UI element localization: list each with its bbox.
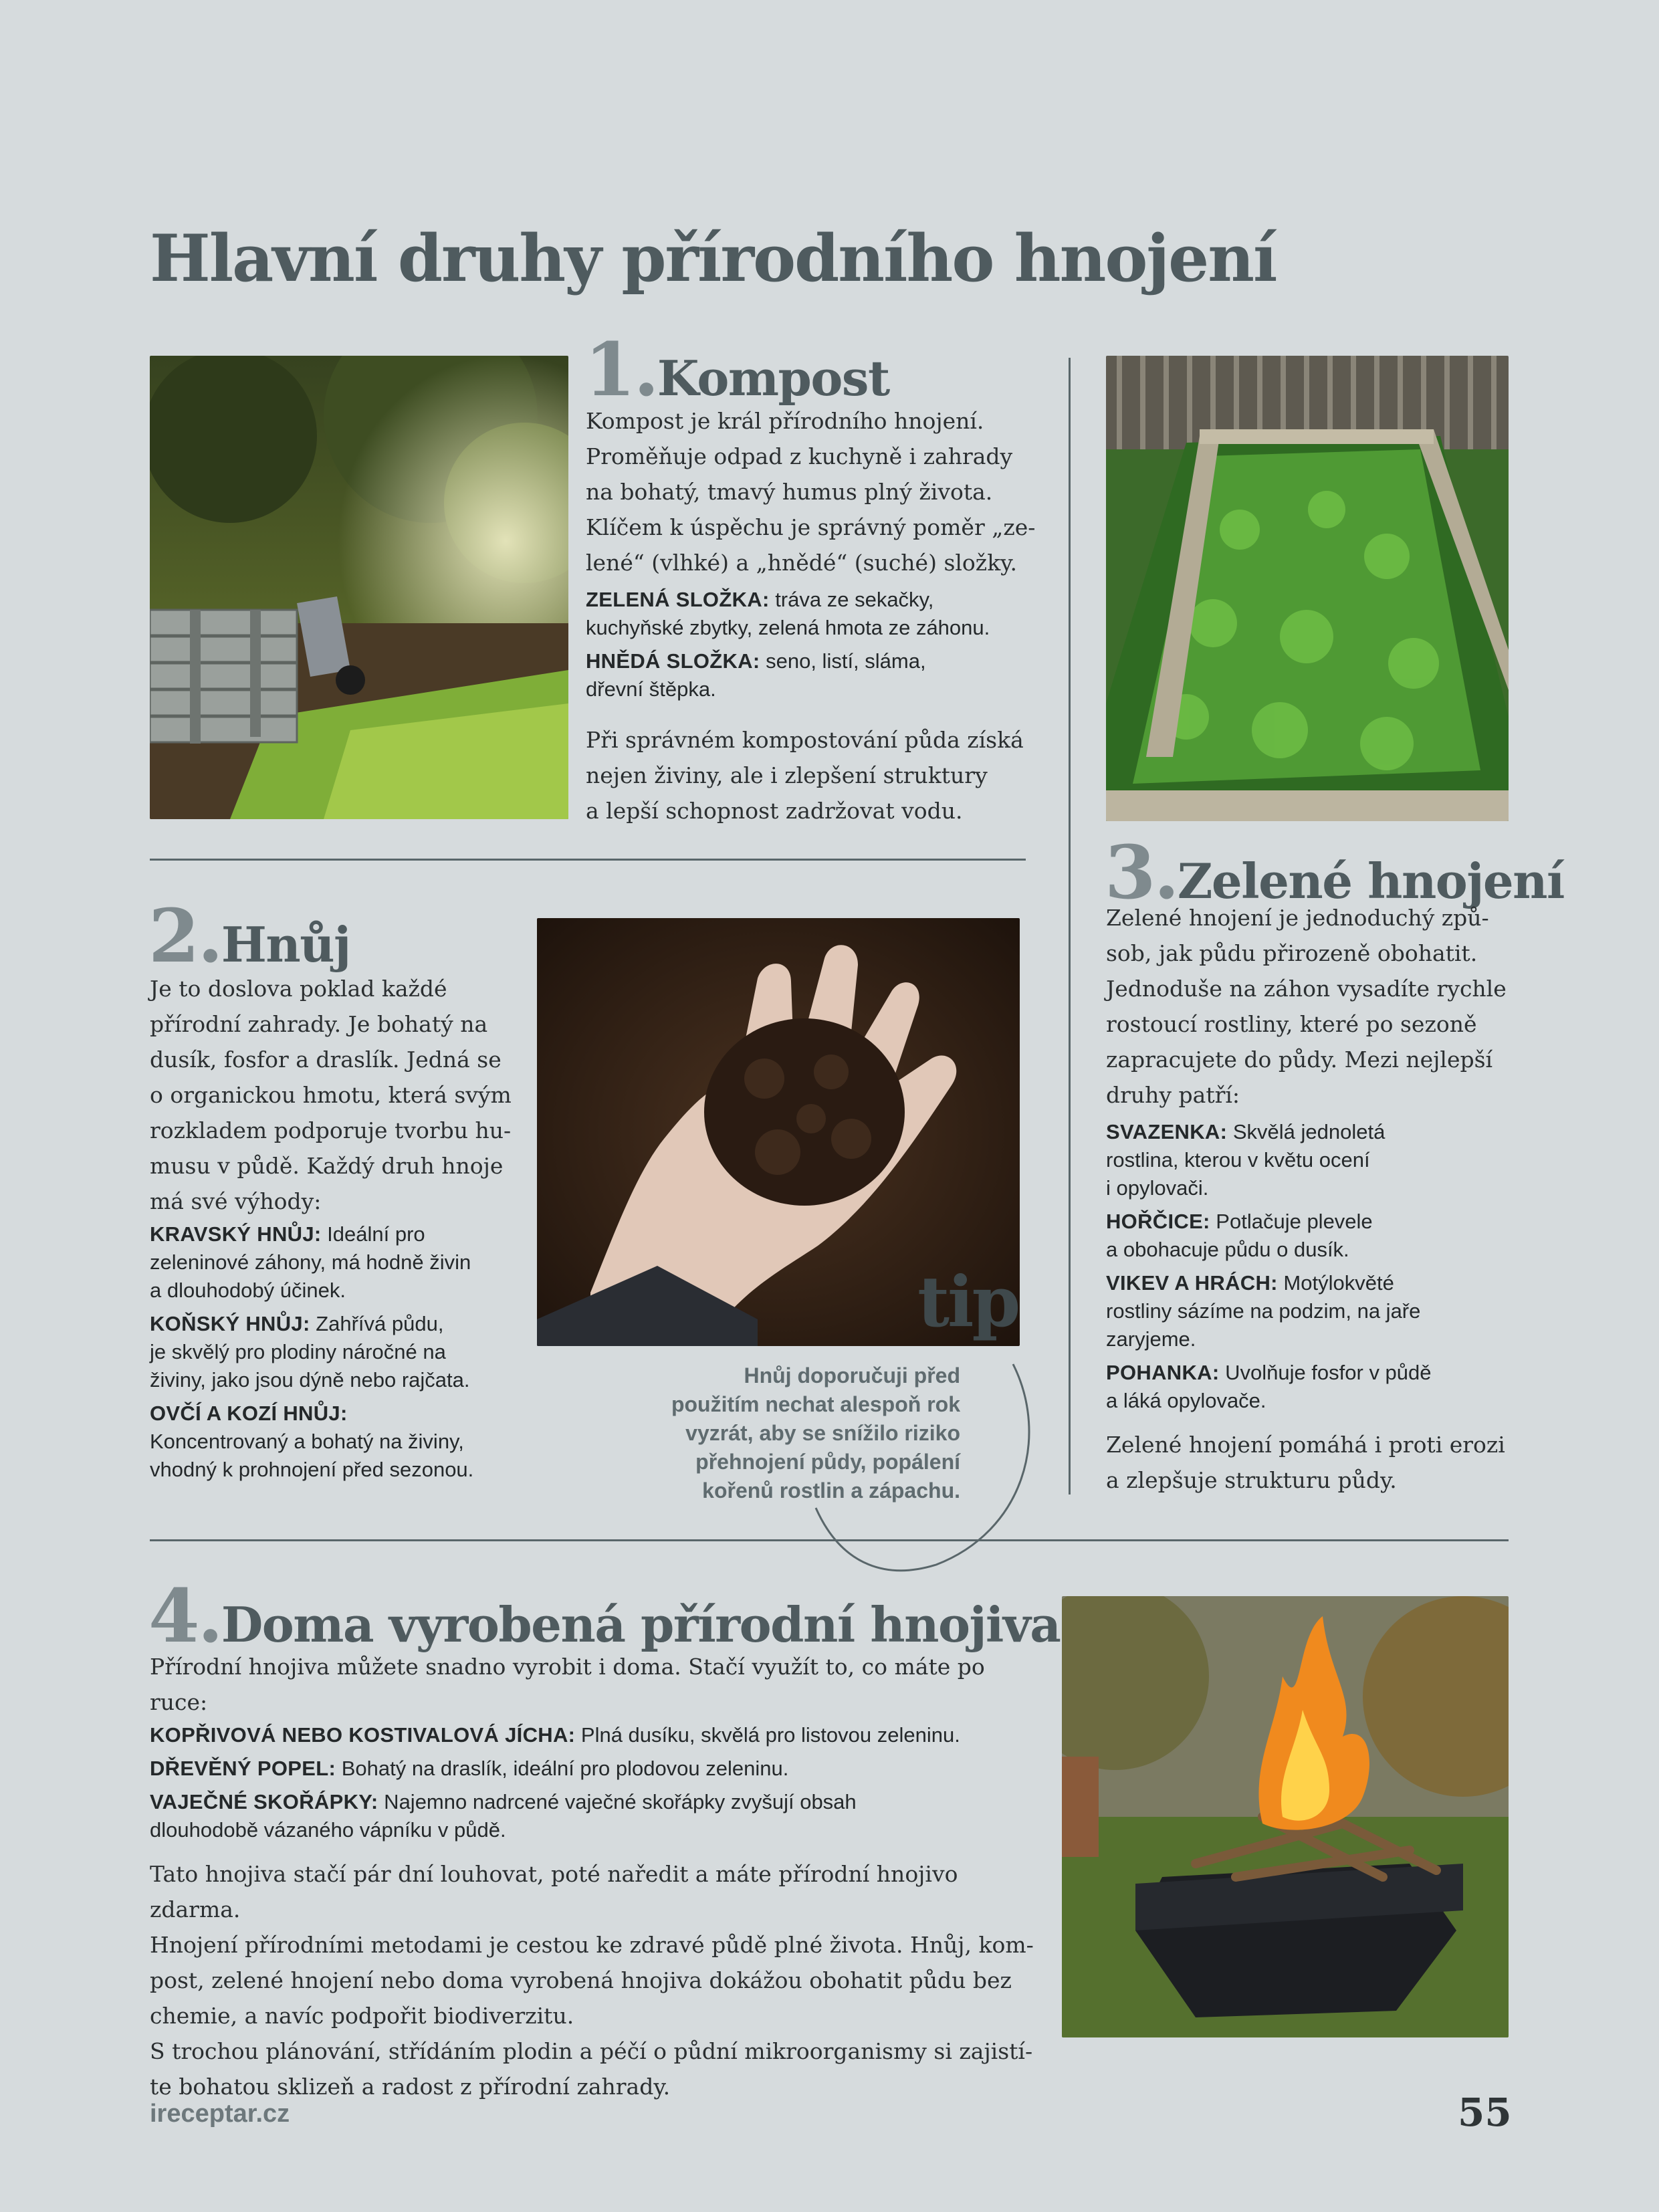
section-heading-doma	[148, 1573, 1060, 1659]
fire-pit-photo	[1062, 1596, 1509, 2037]
item-text: a dlouhodobý účinek.	[150, 1279, 346, 1302]
hnuj-text	[150, 971, 538, 1488]
paragraph-line: Hnojení přírodními metodami je cestou ke zdravé půdě plné života. Hnůj, kom-	[150, 1932, 1034, 1958]
item-term: VAJEČNÉ SKOŘÁPKY:	[150, 1790, 378, 1813]
item-term: OVČÍ A KOZÍ HNŮJ:	[150, 1402, 348, 1425]
kompost-text	[586, 403, 1040, 828]
definition-item	[150, 1788, 1046, 1844]
paragraph-line: Klíčem k úspěchu je správný poměr „ze-	[586, 514, 1036, 540]
definition-item	[1106, 1269, 1514, 1353]
definition-item	[1106, 1359, 1514, 1415]
item-text: Uvolňuje fosfor v půdě	[1219, 1361, 1432, 1384]
item-term: KOŇSKÝ HNŮJ:	[150, 1312, 310, 1335]
tip-text	[588, 1361, 960, 1505]
item-text: zaryjeme.	[1106, 1327, 1196, 1351]
definition-item	[150, 1310, 538, 1394]
item-term: DŘEVĚNÝ POPEL:	[150, 1757, 336, 1780]
paragraph-line: musu v půdě. Každý druh hnoje	[150, 1153, 504, 1179]
item-text: je skvělý pro plodiny náročné na	[150, 1340, 446, 1363]
item-term: HOŘČICE:	[1106, 1210, 1210, 1233]
divider-section-1	[150, 859, 1026, 861]
section-heading-kompost	[584, 326, 889, 413]
item-text: vhodný k prohnojení před sezonou.	[150, 1458, 474, 1481]
item-term: POHANKA:	[1106, 1361, 1220, 1384]
paragraph-line: rostoucí rostliny, které po sezoně	[1106, 1011, 1477, 1037]
item-term: VIKEV A HRÁCH:	[1106, 1271, 1278, 1295]
item-text: Zahřívá půdu,	[310, 1312, 444, 1335]
paragraph-line: Přírodní hnojiva můžete snadno vyrobit i doma. Stačí využít to, co máte po ruce:	[150, 1654, 985, 1715]
zelene-text	[1106, 900, 1514, 1498]
page-number: 55	[1458, 2090, 1512, 2135]
definition-item	[150, 1220, 538, 1305]
section-number: 4.	[148, 1573, 221, 1659]
item-text: a láká opylovače.	[1106, 1389, 1266, 1412]
item-text: seno, listí, sláma,	[760, 649, 926, 673]
item-term: KRAVSKÝ HNŮJ:	[150, 1222, 322, 1246]
paragraph-line: nejen živiny, ale i zlepšení struktury	[586, 762, 988, 788]
paragraph-line: post, zelené hnojení nebo doma vyrobená hnojiva dokážou obohatit půdu bez	[150, 1967, 1012, 1993]
section-number: 2.	[148, 893, 221, 979]
section-number: 1.	[584, 326, 657, 413]
paragraph-line: chemie, a navíc podpořit biodiverzitu.	[150, 2003, 574, 2029]
paragraph-line: o organickou hmotu, která svým	[150, 1082, 512, 1108]
item-text: Ideální pro	[321, 1222, 425, 1246]
paragraph-line: Zelené hnojení pomáhá i proti erozi	[1106, 1432, 1505, 1458]
divider-vertical	[1069, 358, 1071, 1495]
item-term: ZELENÁ SLOŽKA:	[586, 588, 770, 611]
tip-line: kořenů rostlin a zápachu.	[702, 1478, 960, 1503]
item-text: Motýlokvěté	[1277, 1271, 1394, 1295]
paragraph-line: Tato hnojiva stačí pár dní louhovat, poté naředit a máte přírodní hnojivo zdarma.	[150, 1861, 958, 1922]
tip-line: použitím nechat alespoň rok	[671, 1392, 960, 1416]
item-text: rostlina, kterou v květu ocení	[1106, 1148, 1370, 1172]
item-text: Najemno nadrcené vaječné skořápky zvyšují obsah	[378, 1790, 857, 1813]
definition-item	[586, 647, 1040, 703]
compost-bin-photo	[150, 356, 568, 819]
item-text: a obohacuje půdu o dusík.	[1106, 1238, 1349, 1261]
section-label: Kompost	[657, 350, 889, 407]
paragraph-line: Při správném kompostování půda získá	[586, 727, 1024, 753]
section-label: Zelené hnojení	[1177, 853, 1564, 909]
item-text: tráva ze sekačky,	[769, 588, 934, 611]
paragraph-line: zapracujete do půdy. Mezi nejlepší	[1106, 1046, 1493, 1073]
tip-line: přehnojení půdy, popálení	[695, 1450, 960, 1474]
paragraph-line: a zlepšuje strukturu půdy.	[1106, 1467, 1397, 1493]
paragraph-line: rozkladem podporuje tvorbu hu-	[150, 1117, 512, 1143]
section-heading-hnuj	[148, 893, 350, 979]
paragraph-line: sob, jak půdu přirozeně obohatit.	[1106, 940, 1478, 966]
item-text: Skvělá jednoletá	[1227, 1120, 1386, 1143]
doma-text	[150, 1649, 1046, 2104]
section-label: Doma vyrobená přírodní hnojiva	[221, 1596, 1061, 1653]
paragraph-line: dusík, fosfor a draslík. Jedná se	[150, 1046, 502, 1073]
paragraph-line: S trochou plánování, střídáním plodin a péčí o půdní mikroorganismy si zajistí-	[150, 2038, 1033, 2064]
paragraph-line: Kompost je král přírodního hnojení.	[586, 408, 984, 434]
definition-item	[1106, 1208, 1514, 1264]
definition-item	[586, 586, 1040, 642]
item-term: KOPŘIVOVÁ NEBO KOSTIVALOVÁ JÍCHA:	[150, 1723, 576, 1747]
definition-item	[150, 1400, 538, 1484]
footer-site-link[interactable]: ireceptar.cz	[150, 2100, 290, 2128]
definition-item	[150, 1721, 1046, 1749]
definition-item	[1106, 1118, 1514, 1202]
paragraph-line: lené“ (vlhké) a „hnědé“ (suché) složky.	[586, 550, 1017, 576]
tip-label: tip	[917, 1260, 1019, 1343]
item-text: zeleninové záhony, má hodně živin	[150, 1250, 471, 1274]
paragraph-line: Jednoduše na záhon vysadíte rychle	[1106, 976, 1507, 1002]
item-text: živiny, jako jsou dýně nebo rajčata.	[150, 1368, 470, 1392]
item-text: dřevní štěpka.	[586, 677, 716, 701]
tip-line: vyzrát, aby se snížilo riziko	[685, 1421, 960, 1445]
item-term: HNĚDÁ SLOŽKA:	[586, 649, 760, 673]
item-text: Bohatý na draslík, ideální pro plodovou zeleninu.	[336, 1757, 789, 1780]
paragraph-line: te bohatou sklizeň a radost z přírodní zahrady.	[150, 2074, 671, 2100]
paragraph-line: přírodní zahrady. Je bohatý na	[150, 1011, 488, 1037]
section-label: Hnůj	[221, 916, 350, 973]
item-text: i opylovači.	[1106, 1176, 1209, 1200]
paragraph-line: a lepší schopnost zadržovat vodu.	[586, 798, 963, 824]
item-term: SVAZENKA:	[1106, 1120, 1228, 1143]
item-text: Koncentrovaný a bohatý na živiny,	[150, 1430, 464, 1453]
paragraph-line: Zelené hnojení je jednoduchý způ-	[1106, 905, 1489, 931]
item-text: Potlačuje plevele	[1210, 1210, 1373, 1233]
paragraph-line: na bohatý, tmavý humus plný života.	[586, 479, 993, 505]
section-number: 3.	[1105, 829, 1178, 915]
raised-bed-photo	[1106, 356, 1509, 821]
definition-item	[150, 1755, 1046, 1783]
item-text: rostliny sázíme na podzim, na jaře	[1106, 1299, 1421, 1323]
item-text: dlouhodobě vázaného vápníku v půdě.	[150, 1818, 506, 1842]
page-title: Hlavní druhy přírodního hnojení	[150, 221, 1277, 296]
paragraph-line: má své výhody:	[150, 1188, 322, 1214]
item-text: Plná dusíku, skvělá pro listovou zeleninu.	[575, 1723, 960, 1747]
paragraph-line: Proměňuje odpad z kuchyně i zahrady	[586, 443, 1013, 469]
item-text: kuchyňské zbytky, zelená hmota ze záhonu.	[586, 616, 990, 639]
tip-line: Hnůj doporučuji před	[744, 1363, 960, 1388]
paragraph-line: Je to doslova poklad každé	[150, 976, 447, 1002]
paragraph-line: druhy patří:	[1106, 1082, 1240, 1108]
